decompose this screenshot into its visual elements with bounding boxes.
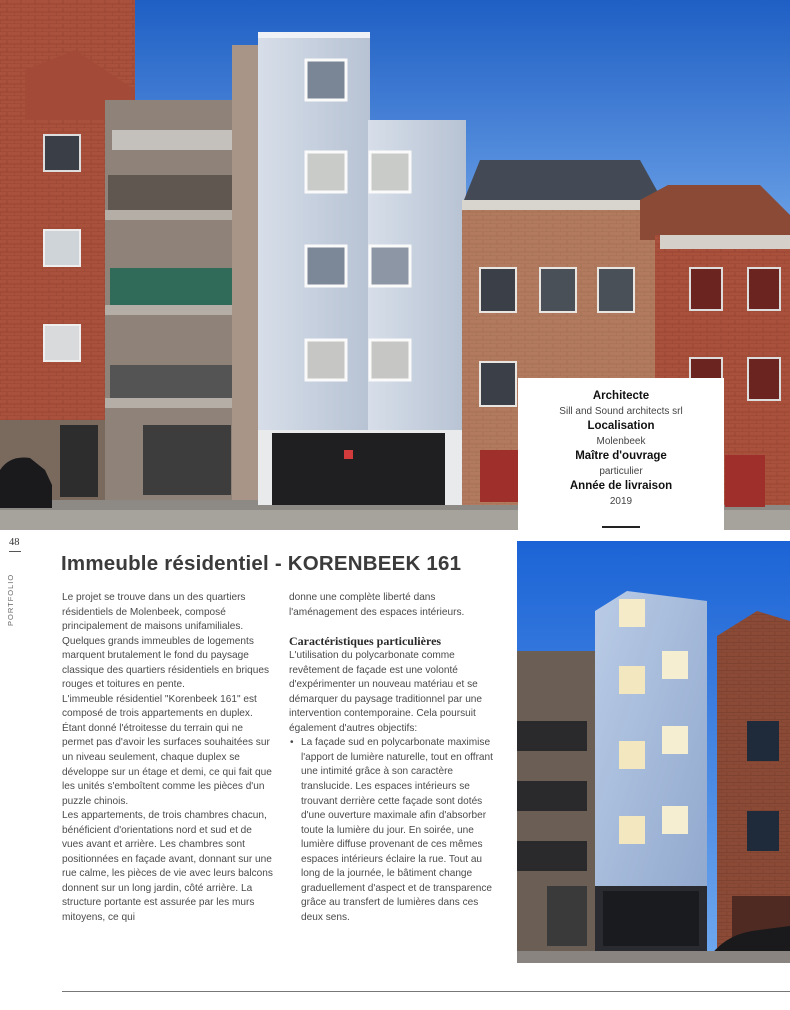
left-column (62, 591, 274, 926)
location-value: Molenbeek (596, 436, 646, 447)
architect-label: Architecte (592, 390, 650, 402)
page-number: 48 (9, 537, 20, 548)
bullet-text: La façade sud en polycarbonate maximise l'apport de lumière naturelle, tout en offrant une intimité grâce à son caractère translucide. Les espaces intérieurs se trouvant derrière cette façade sont dotés d'une ouverture maximale afin d'absorber toute la lumière du jour. En soirée, une lumière diffuse provenant de ces mêmes espaces intérieurs éclaire la rue. Tout au long de la journée, le bâtiment change graduellement d'aspect et de transparence grâce au transfert de lumières dans ces deux sens. (301, 737, 493, 923)
year-value: 2019 (609, 496, 633, 507)
right-column (289, 591, 501, 925)
section-tag: PORTFOLIO (6, 573, 15, 626)
subheading: Caractéristiques particulières (289, 634, 442, 649)
card-divider (602, 526, 640, 528)
year-label: Année de livraison (569, 480, 673, 492)
paragraph: Le projet se trouve dans un des quartiers résidentiels de Molenbeek, composé principalement de maisons unifamiliales. Quelques grands immeubles de logements marquent brutalement le fond du paysage classique des quartiers résidentiels en briques rouges et toitures en pente. (62, 592, 270, 691)
article-title: Immeuble résidentiel - KORENBEEK 161 (61, 552, 462, 575)
paragraph: donne une complète liberté dans l'aménagement des espaces intérieurs. (289, 592, 465, 618)
page-number-rule (9, 551, 21, 552)
project-info-card (518, 378, 724, 530)
paragraph: L'immeuble résidentiel "Korenbeek 161" est composé de trois appartements en duplex. Étant donné l'étroitesse du terrain qui ne permet pas d'avoir les surfaces souhaitées sur un niveau seulement, chaque duplex se développe sur un étage et demi, ce qui fait que les unités s'emboîtent comme les pièces d'un puzzle chinois. (62, 693, 272, 807)
location-label: Localisation (587, 420, 655, 432)
bullet-item (289, 736, 501, 925)
bullet-icon: • (290, 737, 294, 749)
owner-value: particulier (599, 466, 643, 477)
paragraph: Les appartements, de trois chambres chacun, bénéficient d'orientations nord et sud et de vues avant et arrière. Les chambres sont positionnées en façade avant, donnant sur une rue calme, les pièces de vie avec leurs balcons donnent sur un long jardin, côté arrière. La structure portante est assurée par les murs mitoyens, ce qui (62, 810, 273, 924)
paragraph: L'utilisation du polycarbonate comme revêtement de façade est une volonté d'expérimenter un nouveau matériau et se démarquer du paysage traditionnel par une intervention contemporaine. Cela poursuit également d'autres objectifs: (289, 650, 483, 734)
architect-value: Sill and Sound architects srl (559, 406, 683, 417)
facade-photo (517, 541, 790, 963)
owner-label: Maître d'ouvrage (575, 450, 667, 462)
page-footer-rule (62, 991, 790, 992)
